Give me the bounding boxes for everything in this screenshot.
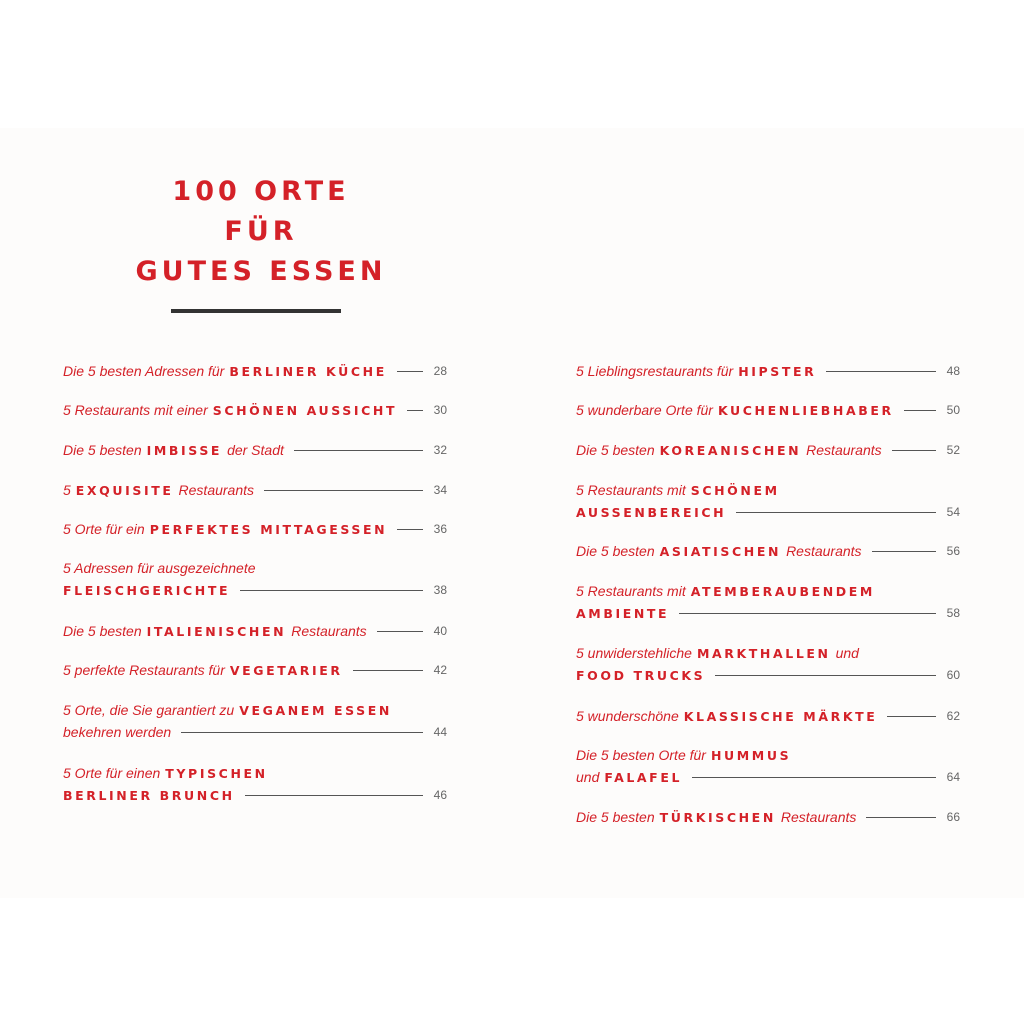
toc-entry-text: 5 unwiderstehliche [576,645,692,661]
toc-entry-line [63,439,447,461]
toc-entry-text: 5 wunderschöne [576,708,679,724]
page-number: 34 [433,483,447,497]
toc-entry-topic: HIPSTER [738,363,817,379]
toc-entry-line [63,360,447,382]
toc-entry-line [576,580,960,602]
toc-entry[interactable] [63,620,447,642]
toc-entry-topic: SCHÖNEN AUSSICHT [212,402,398,418]
page-number: 48 [946,364,960,378]
toc-entry-text: 5 Orte für ein [63,521,145,537]
dot-leader [679,613,936,614]
toc-entry-line [576,766,960,788]
page-number: 52 [946,443,960,457]
toc-entry-text: Die 5 besten [576,809,655,825]
page-number: 60 [946,668,960,682]
toc-entry-line [63,579,447,601]
toc-entry-line [63,699,447,721]
toc-entry-text: 5 wunderbare Orte für [576,402,713,418]
page-number: 66 [946,810,960,824]
toc-entry-topic: FOOD TRUCKS [576,667,706,683]
dot-leader [692,777,936,778]
toc-entry-line [576,399,960,421]
toc-entry-line [576,744,960,766]
toc-entry-topic: BERLINER KÜCHE [229,363,387,379]
toc-entry[interactable] [576,540,960,562]
toc-entry[interactable] [63,439,447,461]
toc-entry-topic: PERFEKTES MITTAGESSEN [149,521,388,537]
toc-entry[interactable] [63,399,447,421]
toc-entry-text: 5 Restaurants mit [576,583,686,599]
page-number: 32 [433,443,447,457]
toc-entry-text: Restaurants [806,442,882,458]
page-number: 56 [946,544,960,558]
dot-leader [872,551,936,552]
page-number: 44 [433,725,447,739]
toc-entry-text: und [835,645,859,661]
page-number: 30 [433,403,447,417]
page-number: 64 [946,770,960,784]
toc-entry-line [576,360,960,382]
page-number: 36 [433,522,447,536]
dot-leader [397,529,423,530]
toc-entry[interactable] [576,439,960,461]
toc-entry-text: Restaurants [291,623,367,639]
toc-entry-topic: ITALIENISCHEN [146,623,287,639]
toc-entry-line [576,664,960,686]
toc-entry-text: Restaurants [178,482,255,498]
toc-entry-line [576,806,960,828]
page-number: 62 [946,709,960,723]
toc-entry-line [63,518,447,540]
toc-entry-text: Restaurants [786,543,862,559]
page-number: 38 [433,583,447,597]
page-number: 42 [433,663,447,677]
toc-entry-line [63,721,447,743]
toc-entry-text: 5 [63,482,71,498]
toc-entry-topic: KUCHENLIEBHABER [717,402,894,418]
toc-entry-line [576,439,960,461]
toc-entry-text: Die 5 besten [576,543,655,559]
toc-entry-text: Die 5 besten [576,442,655,458]
title-line-2: FÜR [224,216,298,247]
dot-leader [887,716,936,717]
toc-entry[interactable] [63,518,447,540]
toc-entry[interactable] [63,479,447,501]
toc-entry[interactable] [576,580,960,624]
dot-leader [397,371,423,372]
toc-entry-text: 5 Orte, die Sie garantiert zu [63,702,235,718]
toc-entry[interactable] [576,399,960,421]
toc-entry-text: 5 Adressen für ausgezeichnete [63,560,256,576]
dot-leader [353,670,423,671]
dot-leader [181,732,423,733]
page-title [96,172,426,292]
toc-entry-topic: IMBISSE [146,442,223,458]
dot-leader [294,450,423,451]
toc-entry-topic: VEGETARIER [229,662,343,678]
toc-entry-topic: ATEMBERAUBENDEM [690,583,875,599]
toc-entry-topic: FLEISCHGERICHTE [63,582,231,598]
toc-entry-text: Die 5 besten [63,623,142,639]
toc-entry[interactable] [63,659,447,681]
dot-leader [377,631,423,632]
toc-entry-line [63,399,447,421]
toc-entry[interactable] [63,699,447,743]
dot-leader [892,450,936,451]
title-underline [171,309,341,313]
toc-entry-text: Die 5 besten Orte für [576,747,706,763]
toc-entry-text: der Stadt [227,442,284,458]
title-line-1: 100 ORTE [172,176,350,207]
toc-entry-line [576,501,960,523]
dot-leader [407,410,423,411]
toc-entry-line [63,620,447,642]
toc-entry-text: Die 5 besten [63,442,142,458]
page-number: 40 [433,624,447,638]
toc-entry-line [576,705,960,727]
toc-entry-text: und [576,769,600,785]
toc-entry-line [63,762,447,784]
dot-leader [245,795,423,796]
toc-entry-topic: SCHÖNEM [690,482,780,498]
toc-entry[interactable] [63,557,447,601]
toc-entry-text: 5 Restaurants mit einer [63,402,208,418]
toc-entry-topic: ASIATISCHEN [659,543,782,559]
toc-entry[interactable] [63,360,447,382]
dot-leader [866,817,936,818]
toc-entry-topic: TÜRKISCHEN [659,809,776,825]
dot-leader [240,590,423,591]
toc-entry-line [63,659,447,681]
toc-entry-line [576,642,960,664]
toc-entry-line [576,479,960,501]
toc-entry-topic: BERLINER BRUNCH [63,787,235,803]
toc-entry-text: 5 perfekte Restaurants für [63,662,225,678]
toc-entry-line [63,784,447,806]
dot-leader [826,371,936,372]
title-line-3: GUTES ESSEN [135,256,387,287]
toc-entry-text: Die 5 besten Adressen für [63,363,225,379]
toc-entry[interactable] [576,806,960,828]
toc-entry-line [63,479,447,501]
dot-leader [904,410,936,411]
toc-entry[interactable] [576,705,960,727]
toc-entry-text: bekehren werden [63,724,172,740]
toc-entry-topic: FALAFEL [604,769,683,785]
toc-entry-line [576,602,960,624]
toc-entry-text: 5 Restaurants mit [576,482,686,498]
toc-entry-topic: KLASSISCHE MÄRKTE [683,708,878,724]
toc-entry-text: Restaurants [780,809,857,825]
toc-entry[interactable] [576,360,960,382]
toc-entry[interactable] [576,479,960,523]
toc-entry-text: 5 Lieblingsrestaurants für [576,363,734,379]
page-number: 50 [946,403,960,417]
page-number: 58 [946,606,960,620]
toc-entry[interactable] [63,762,447,806]
toc-entry[interactable] [576,744,960,788]
toc-entry-topic: VEGANEM ESSEN [239,702,392,718]
page-number: 46 [433,788,447,802]
page-number: 54 [946,505,960,519]
dot-leader [736,512,936,513]
toc-entry-topic: EXQUISITE [75,482,174,498]
toc-entry-line [576,540,960,562]
toc-entry-line [63,557,447,579]
toc-entry-topic: AMBIENTE [576,605,670,621]
toc-entry-topic: AUSSENBEREICH [576,504,727,520]
toc-entry-topic: TYPISCHEN [165,765,268,781]
dot-leader [264,490,423,491]
page-number: 28 [433,364,447,378]
toc-entry-topic: MARKTHALLEN [696,645,831,661]
dot-leader [715,675,936,676]
toc-entry-text: 5 Orte für einen [63,765,161,781]
toc-entry-topic: KOREANISCHEN [659,442,802,458]
toc-entry[interactable] [576,642,960,686]
toc-entry-topic: HUMMUS [710,747,792,763]
